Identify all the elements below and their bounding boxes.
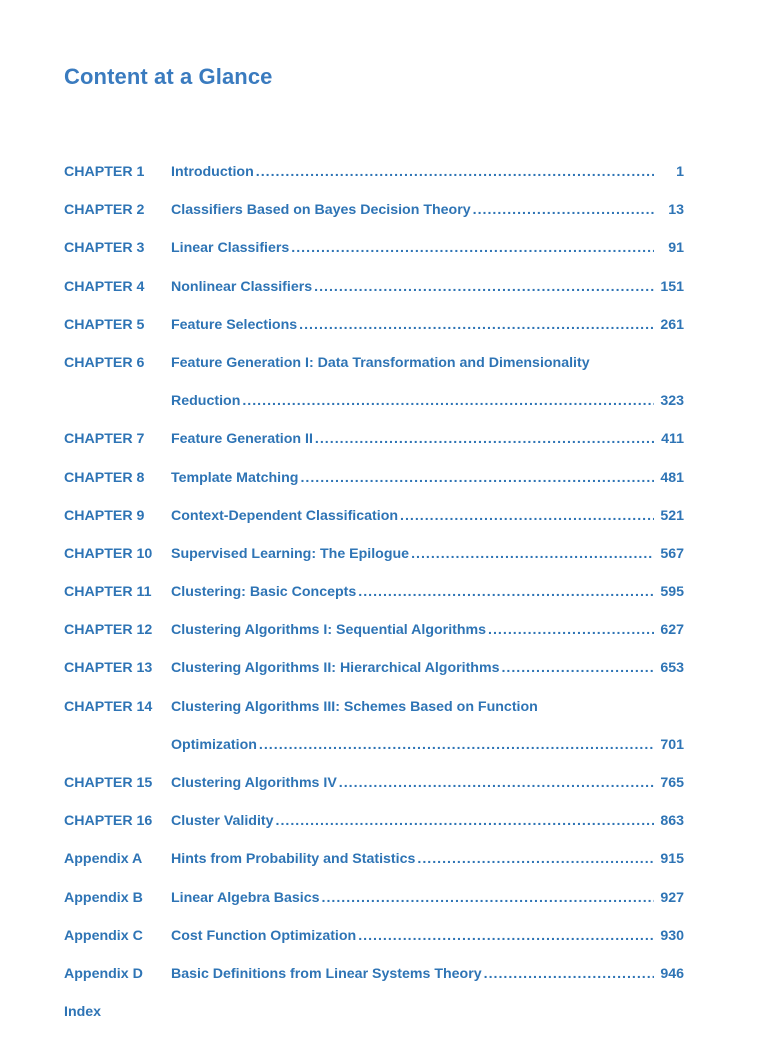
dot-leader (276, 811, 655, 831)
entry-page-number: 323 (660, 393, 684, 410)
entry-title: Classifiers Based on Bayes Decision Theory (171, 202, 471, 219)
toc-entry[interactable] (64, 697, 684, 735)
entry-page-number: 481 (660, 469, 684, 486)
entry-page-number: 765 (660, 775, 684, 791)
dot-leader (339, 773, 654, 793)
toc-entry[interactable] (64, 468, 684, 506)
entry-label: Appendix C (64, 927, 143, 944)
dot-leader (473, 200, 654, 220)
toc-entry[interactable] (64, 315, 684, 353)
toc-entry[interactable] (64, 1002, 684, 1040)
entry-page-number: 91 (668, 240, 684, 257)
entry-title: Supervised Learning: The Epilogue (171, 545, 410, 562)
toc-entry[interactable] (64, 277, 684, 315)
toc-entry[interactable] (64, 964, 684, 1002)
entry-title: Reduction (171, 393, 241, 410)
entry-label: Appendix B (64, 889, 143, 906)
entry-page-number: 261 (660, 316, 684, 333)
entry-title: Clustering Algorithms I: Sequential Algorithms (171, 622, 487, 639)
entry-title: Template Matching (171, 469, 299, 486)
entry-title: Feature Generation I: Data Transformation and Dimensionality (171, 354, 590, 371)
dot-leader (315, 429, 654, 449)
dot-leader (291, 238, 654, 258)
toc-entry[interactable] (64, 506, 684, 544)
toc-entry[interactable] (64, 544, 684, 582)
entry-title: Context-Dependent Classification (171, 507, 399, 524)
dot-leader (300, 468, 654, 488)
toc-entry[interactable] (64, 353, 684, 391)
entry-label: CHAPTER 9 (64, 507, 145, 524)
toc-entry[interactable] (64, 773, 684, 811)
dot-leader (488, 620, 654, 640)
dot-leader (358, 582, 654, 602)
dot-leader (411, 544, 654, 564)
entry-title: Nonlinear Classifiers (171, 278, 313, 295)
toc-entry[interactable] (64, 658, 684, 696)
entry-title: Clustering: Basic Concepts (171, 584, 357, 601)
entry-label: Index (64, 1004, 102, 1021)
page-title: Content at a Glance (64, 64, 273, 89)
toc-entry[interactable] (64, 849, 684, 887)
entry-title: Hints from Probability and Statistics (171, 851, 416, 868)
entry-page-number: 701 (660, 736, 684, 753)
entry-title: Clustering Algorithms III: Schemes Based on Function (171, 698, 538, 715)
toc-entry[interactable] (64, 238, 684, 276)
entry-label: CHAPTER 15 (64, 775, 153, 791)
entry-page-number: 927 (660, 889, 684, 906)
toc-entry[interactable] (64, 888, 684, 926)
entry-page-number: 946 (660, 965, 684, 982)
dot-leader (417, 849, 654, 869)
entry-page-number: 1 (676, 164, 684, 180)
entry-page-number: 411 (661, 431, 684, 448)
entry-page-number: 595 (660, 584, 684, 601)
entry-label: CHAPTER 11 (64, 584, 152, 601)
entry-label: CHAPTER 4 (64, 278, 145, 295)
entry-title: Basic Definitions from Linear Systems Theory (171, 965, 482, 982)
toc-entry[interactable] (64, 200, 684, 238)
entry-page-number: 627 (660, 622, 684, 639)
entry-page-number: 521 (660, 507, 684, 524)
entry-label: CHAPTER 10 (64, 545, 153, 562)
entry-label: Appendix D (64, 965, 143, 982)
entry-title: Cluster Validity (171, 813, 274, 830)
dot-leader (314, 277, 654, 297)
dot-leader (501, 658, 654, 678)
entry-title: Introduction (171, 164, 254, 180)
dot-leader (400, 506, 654, 526)
dot-leader (484, 964, 654, 984)
entry-label: CHAPTER 12 (64, 622, 153, 639)
dot-leader (256, 162, 654, 182)
entry-page-number: 930 (660, 927, 684, 944)
dot-leader (259, 735, 654, 755)
toc-entry[interactable] (64, 811, 684, 849)
entry-title: Clustering Algorithms IV (171, 775, 337, 791)
entry-label: CHAPTER 2 (64, 202, 145, 219)
entry-label: CHAPTER 8 (64, 469, 145, 486)
dot-leader (322, 888, 654, 908)
entry-label: CHAPTER 14 (64, 698, 153, 715)
entry-title: Linear Algebra Basics (171, 889, 320, 906)
entry-title: Optimization (171, 736, 257, 753)
toc-entry[interactable] (64, 620, 684, 658)
entry-label: CHAPTER 1 (64, 164, 145, 180)
toc-entry[interactable] (64, 429, 684, 467)
table-of-contents (64, 162, 684, 1040)
entry-title: Cost Function Optimization (171, 927, 357, 944)
entry-title: Linear Classifiers (171, 240, 290, 257)
entry-title: Clustering Algorithms II: Hierarchical Algorithms (171, 660, 500, 677)
entry-page-number: 567 (660, 545, 684, 562)
entry-page-number: 13 (668, 202, 684, 219)
toc-entry[interactable] (64, 926, 684, 964)
dot-leader (242, 391, 654, 411)
entry-label: CHAPTER 3 (64, 240, 145, 257)
dot-leader (358, 926, 654, 946)
entry-page-number: 863 (660, 813, 684, 830)
entry-page-number: 915 (660, 851, 684, 868)
entry-label: CHAPTER 6 (64, 354, 145, 371)
entry-page-number: 653 (660, 660, 684, 677)
entry-label: CHAPTER 13 (64, 660, 153, 677)
entry-page-number: 151 (660, 278, 684, 295)
toc-entry-continuation[interactable] (64, 391, 684, 429)
entry-label: CHAPTER 16 (64, 813, 153, 830)
entry-label: Appendix A (64, 851, 143, 868)
toc-entry[interactable] (64, 582, 684, 620)
toc-entry-continuation[interactable] (64, 735, 684, 773)
entry-label: CHAPTER 5 (64, 316, 145, 333)
entry-title: Feature Selections (171, 316, 298, 333)
toc-entry[interactable] (64, 162, 684, 200)
entry-label: CHAPTER 7 (64, 431, 145, 448)
entry-title: Feature Generation II (171, 431, 313, 448)
dot-leader (299, 315, 654, 335)
